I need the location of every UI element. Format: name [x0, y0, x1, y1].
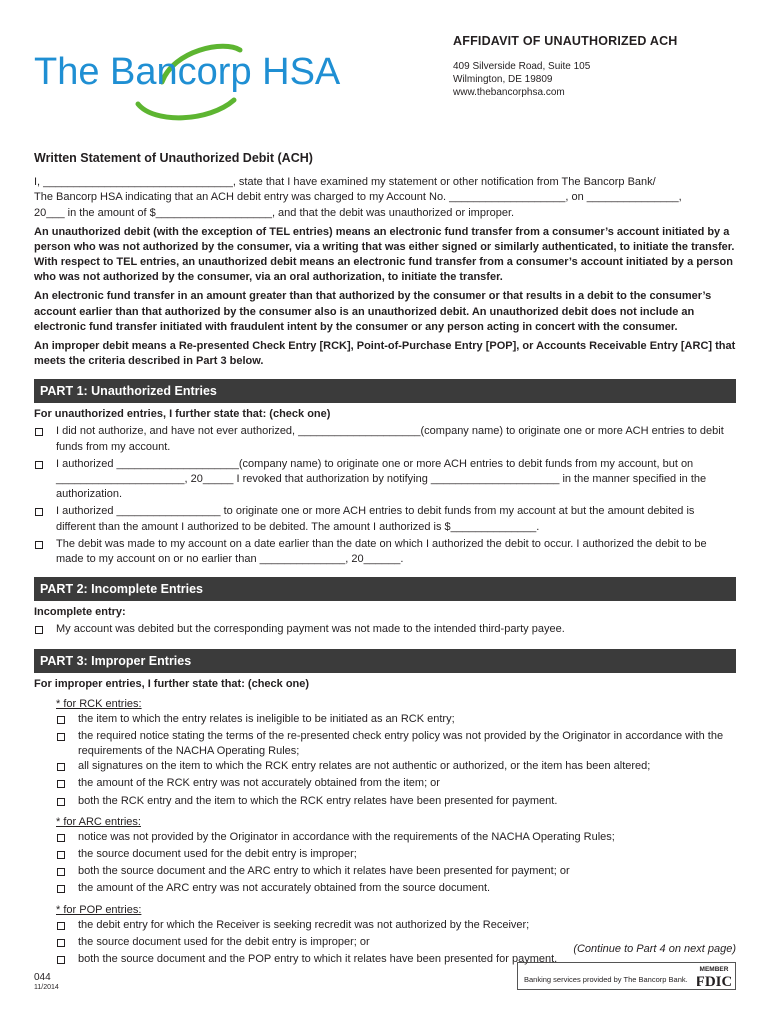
checkbox[interactable] [57, 939, 65, 947]
checkbox[interactable] [35, 541, 43, 549]
pop-option-1[interactable]: the debit entry for which the Receiver is seeking recredit was not authorized by the Receiver; [56, 918, 736, 935]
checkbox[interactable] [35, 428, 43, 436]
form-number-block [34, 972, 59, 992]
checkbox[interactable] [57, 885, 65, 893]
document-title: AFFIDAVIT OF UNAUTHORIZED ACH [453, 34, 678, 48]
part2-option[interactable]: My account was debited but the corresponding payment was not made to the intended third-party payee. [34, 622, 736, 639]
continue-note: (Continue to Part 4 on next page) [573, 943, 736, 955]
rck-option-5[interactable]: both the RCK entry and the item to which the RCK entry relates have been presented for payment. [56, 794, 736, 811]
checkbox[interactable] [57, 763, 65, 771]
part1-header: PART 1: Unauthorized Entries [34, 379, 736, 403]
definition-unauthorized: An unauthorized debit (with the exception of TEL entries) means an electronic fund transfer from a consumer’s account initiated by a person who was not authorized by the consumer, via a writing that was either signed or similarly authenticated, to initiate the transfer. With respect to TEL entries, an unauthorized debit means an electronic fund transfer from a consumer’s account initiated by a person who was not authorized by the consumer, via an oral authorization, to initiate the transfer. [34, 225, 735, 284]
checkbox[interactable] [57, 798, 65, 806]
svg-text:FDIC: FDIC [697, 974, 731, 988]
checkbox[interactable] [57, 922, 65, 930]
statement-line-3[interactable]: 20___ in the amount of $___________________, and that the debit was unauthorized or improper. [34, 206, 515, 219]
checkbox[interactable] [57, 733, 65, 741]
rck-group-title: * for RCK entries: [56, 697, 142, 710]
checkbox[interactable] [57, 851, 65, 859]
checkbox[interactable] [57, 834, 65, 842]
arc-option-4[interactable]: the amount of the ARC entry was not accurately obtained from the source document. [56, 881, 736, 898]
address-line1: 409 Silverside Road, Suite 105 [453, 61, 591, 73]
rck-option-1[interactable]: the item to which the entry relates is ineligible to be initiated as an RCK entry; [56, 712, 736, 729]
checkbox[interactable] [35, 626, 43, 634]
part2-header: PART 2: Incomplete Entries [34, 577, 736, 601]
fdic-logo [697, 964, 731, 988]
checkbox[interactable] [35, 508, 43, 516]
checkbox[interactable] [35, 461, 43, 469]
pop-option-3[interactable]: both the source document and the POP entry to which it relates have been presented for payment. [56, 952, 736, 969]
pop-option-2[interactable]: the source document used for the debit entry is improper; or [56, 935, 736, 952]
part1-option-3[interactable]: I authorized _________________ to originate one or more ACH entries to debit funds from my account at but the amount debited is different than the amount I authorized to be debited. The amount I authorized is $______________. [34, 504, 736, 534]
address-block [453, 60, 753, 99]
svg-text:MEMBER: MEMBER [699, 966, 729, 973]
checkbox[interactable] [57, 956, 65, 964]
statement-title: Written Statement of Unauthorized Debit (ACH) [34, 151, 313, 165]
form-number: 044 [34, 972, 51, 983]
definition-improper: An improper debit means a Re-presented Check Entry [RCK], Point-of-Purchase Entry [POP], or Accounts Receivable Entry [ARC] that meets the criteria described in Part 3 below. [34, 339, 736, 368]
form-date: 11/2014 [34, 984, 59, 991]
arc-option-2[interactable]: the source document used for the debit entry is improper; [56, 847, 736, 864]
banking-services-box [517, 962, 736, 990]
part3-subheading: For improper entries, I further state that: (check one) [34, 678, 310, 691]
part1-option-2[interactable]: I authorized ____________________(company name) to originate one or more ACH entries to debit funds from my account, but on _____________________, 20_____ I revoked that authorization by notifying _____________________ in the manner specified in the authorization. [34, 457, 736, 503]
address-line2: Wilmington, DE 19809 [453, 74, 553, 86]
part2-subheading: Incomplete entry: [34, 606, 126, 619]
arc-group-title: * for ARC entries: [56, 815, 141, 828]
checkbox[interactable] [57, 716, 65, 724]
arc-option-1[interactable]: notice was not provided by the Originator in accordance with the requirements of the NACHA Operating Rules; [56, 830, 736, 847]
website-link[interactable]: www.thebancorphsa.com [453, 87, 565, 99]
part1-option-4[interactable]: The debit was made to my account on a date earlier than the date on which I authorized the debit to occur. I authorized the debit to be made to my account on or no earlier than ______________, 20______. [34, 537, 736, 567]
checkbox[interactable] [57, 868, 65, 876]
banking-services-text: Banking services provided by The Bancorp Bank. [524, 975, 688, 984]
rck-option-3[interactable]: all signatures on the item to which the RCK entry relates are not authentic or authorized, or the item has been altered; [56, 759, 736, 776]
svg-text:The Bancorp HSA: The Bancorp HSA [34, 51, 341, 93]
checkbox[interactable] [57, 780, 65, 788]
rck-option-2[interactable]: the required notice stating the terms of the re-presented check entry policy was not provided by the Originator in accordance with the requirements of the NACHA Operating Rules; [56, 729, 736, 759]
part1-subheading: For unauthorized entries, I further state that: (check one) [34, 408, 331, 421]
part3-header: PART 3: Improper Entries [34, 649, 736, 673]
statement-line-1[interactable]: I, _______________________________, state that I have examined my statement or other notification from The Bancorp Bank/ [34, 176, 656, 189]
arc-option-3[interactable]: both the source document and the ARC entry to which it relates have been presented for payment; or [56, 864, 736, 881]
bancorp-hsa-logo [34, 42, 374, 120]
pop-group-title: * for POP entries: [56, 903, 142, 916]
statement-line-2[interactable]: The Bancorp HSA indicating that an ACH debit entry was charged to my Account No. ___________________, on _______________, [34, 191, 682, 204]
rck-option-4[interactable]: the amount of the RCK entry was not accurately obtained from the item; or [56, 776, 736, 793]
part1-option-1[interactable]: I did not authorize, and have not ever authorized, ____________________(company name) to originate one or more ACH entries to debit funds from my account. [34, 424, 736, 454]
definition-greater-amount: An electronic fund transfer in an amount greater than that authorized by the consumer or that results in a debit to the consumer’s account earlier than that authorized by the consumer also is an unauthorized debit. An unauthorized debit does not include an electronic fund transfer initiated with fraudulent intent by the consumer or any person acting in concert with the consumer. [34, 290, 712, 333]
